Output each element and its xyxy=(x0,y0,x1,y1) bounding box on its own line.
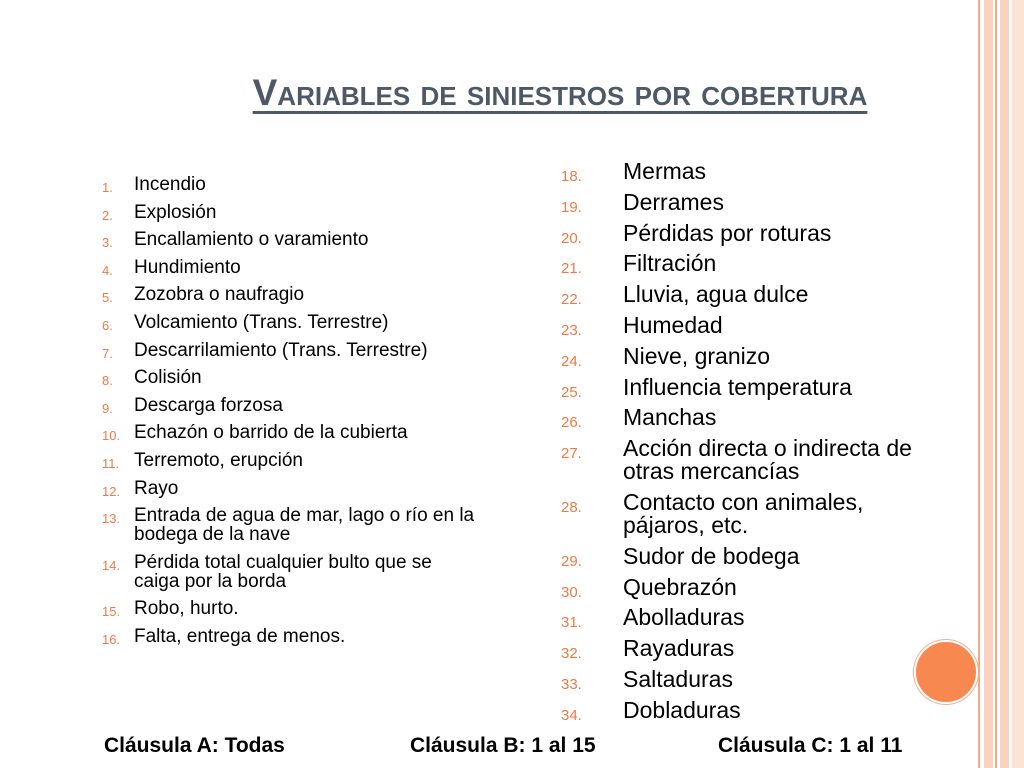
item-number: 10. xyxy=(102,428,121,444)
item-text: Falta, entrega de menos. xyxy=(134,625,346,647)
item-number: 9. xyxy=(102,400,113,416)
item-number: 12. xyxy=(102,483,121,499)
clause-b-label: Cláusula B: 1 al 15 xyxy=(410,734,596,757)
list-item xyxy=(102,551,479,592)
item-number: 29. xyxy=(561,552,582,570)
item-text: Zozobra o naufragio xyxy=(134,284,305,306)
item-number: 11. xyxy=(102,455,120,471)
item-text: Colisión xyxy=(134,367,202,389)
decorative-stripe xyxy=(984,0,993,768)
item-text: Rayo xyxy=(134,477,179,499)
list-item xyxy=(102,284,479,306)
item-number: 27. xyxy=(561,445,582,463)
list-item xyxy=(102,625,479,647)
item-text: Acción directa o indirecta de otras mercancías xyxy=(623,435,912,485)
list-item xyxy=(102,229,479,251)
item-text: Explosión xyxy=(134,201,217,223)
item-text: Influencia temperatura xyxy=(623,373,852,400)
item-text: Descarrilamiento (Trans. Terrestre) xyxy=(134,339,428,361)
item-number: 16. xyxy=(102,631,121,647)
item-number: 14. xyxy=(102,557,121,573)
list-item xyxy=(561,281,943,309)
item-text: Nieve, granizo xyxy=(623,342,771,369)
item-number: 19. xyxy=(561,198,582,216)
item-text: Abolladuras xyxy=(623,604,745,631)
list-item xyxy=(102,422,479,444)
decorative-stripe xyxy=(1012,0,1024,768)
item-text: Pérdida total cualquier bulto que se caiga por la borda xyxy=(134,551,432,592)
item-number: 6. xyxy=(102,317,113,333)
list-item xyxy=(102,256,479,278)
list-item xyxy=(561,573,943,601)
clause-c-label: Cláusula C: 1 al 11 xyxy=(718,734,903,757)
list-item xyxy=(561,219,943,247)
item-number: 21. xyxy=(561,260,582,278)
list-item xyxy=(561,342,943,370)
item-number: 4. xyxy=(102,262,113,278)
item-text: Sudor de bodega xyxy=(623,542,800,569)
list-item xyxy=(102,477,479,499)
item-text: Echazón o barrido de la cubierta xyxy=(134,422,408,444)
item-text: Hundimiento xyxy=(134,256,241,278)
item-number: 24. xyxy=(561,352,582,370)
item-number: 33. xyxy=(561,675,582,693)
item-text: Rayaduras xyxy=(623,635,735,662)
list-item xyxy=(102,449,479,471)
list-item xyxy=(561,696,943,724)
item-text: Descarga forzosa xyxy=(134,394,283,416)
list-item xyxy=(102,174,479,195)
item-text: Entrada de agua de mar, lago o río en la bodega de la nave xyxy=(134,505,475,546)
list-item xyxy=(561,158,943,185)
decorative-stripe xyxy=(995,0,997,768)
item-text: Incendio xyxy=(134,174,206,195)
list-item xyxy=(102,394,479,416)
item-text: Dobladuras xyxy=(623,696,741,723)
item-text: Mermas xyxy=(623,158,707,184)
list-item xyxy=(102,201,479,223)
list-item xyxy=(561,604,943,632)
item-number: 26. xyxy=(561,414,582,432)
right-variables-list xyxy=(561,158,943,730)
item-number: 5. xyxy=(102,290,113,306)
list-item xyxy=(561,250,943,278)
decorative-stripe xyxy=(978,0,980,768)
list-item xyxy=(561,665,943,693)
item-text: Humedad xyxy=(623,311,723,338)
list-item xyxy=(102,367,479,389)
item-number: 18. xyxy=(561,168,582,185)
list-item xyxy=(561,488,943,538)
clause-a-label: Cláusula A: Todas xyxy=(104,734,285,757)
item-text: Pérdidas por roturas xyxy=(623,219,832,246)
item-text: Derrames xyxy=(623,188,724,215)
item-number: 15. xyxy=(102,604,121,620)
item-number: 31. xyxy=(561,614,582,632)
list-item xyxy=(561,542,943,570)
list-item xyxy=(102,339,479,361)
item-text: Robo, hurto. xyxy=(134,598,239,620)
item-number: 28. xyxy=(561,498,582,516)
item-text: Quebrazón xyxy=(623,573,737,600)
item-number: 32. xyxy=(561,645,582,663)
item-number: 3. xyxy=(102,235,113,251)
list-item xyxy=(561,404,943,432)
decorative-stripe xyxy=(1000,0,1009,768)
item-text: Saltaduras xyxy=(623,665,733,692)
item-text: Filtración xyxy=(623,250,717,277)
item-number: 7. xyxy=(102,345,113,361)
list-item xyxy=(561,188,943,216)
item-number: 20. xyxy=(561,229,582,247)
item-text: Terremoto, erupción xyxy=(134,449,303,471)
list-item xyxy=(102,598,479,620)
item-number: 8. xyxy=(102,373,113,389)
list-item xyxy=(102,311,479,333)
list-item xyxy=(561,311,943,339)
list-item xyxy=(102,505,479,546)
item-number: 23. xyxy=(561,321,582,339)
item-text: Lluvia, agua dulce xyxy=(623,281,809,308)
item-number: 1. xyxy=(102,180,113,195)
item-text: Manchas xyxy=(623,404,717,431)
item-number: 34. xyxy=(561,706,582,724)
list-item xyxy=(561,435,943,485)
item-number: 22. xyxy=(561,291,582,309)
item-number: 2. xyxy=(102,207,113,223)
list-item xyxy=(561,635,943,663)
item-text: Encallamiento o varamiento xyxy=(134,229,369,251)
item-text: Volcamiento (Trans. Terrestre) xyxy=(134,311,389,333)
item-number: 30. xyxy=(561,583,582,601)
left-variables-list xyxy=(102,174,479,655)
item-number: 13. xyxy=(102,511,121,527)
list-item xyxy=(561,373,943,401)
slide-title: Variables de siniestros por cobertura xyxy=(252,71,868,113)
item-number: 25. xyxy=(561,383,582,401)
item-text: Contacto con animales, pájaros, etc. xyxy=(623,488,864,538)
